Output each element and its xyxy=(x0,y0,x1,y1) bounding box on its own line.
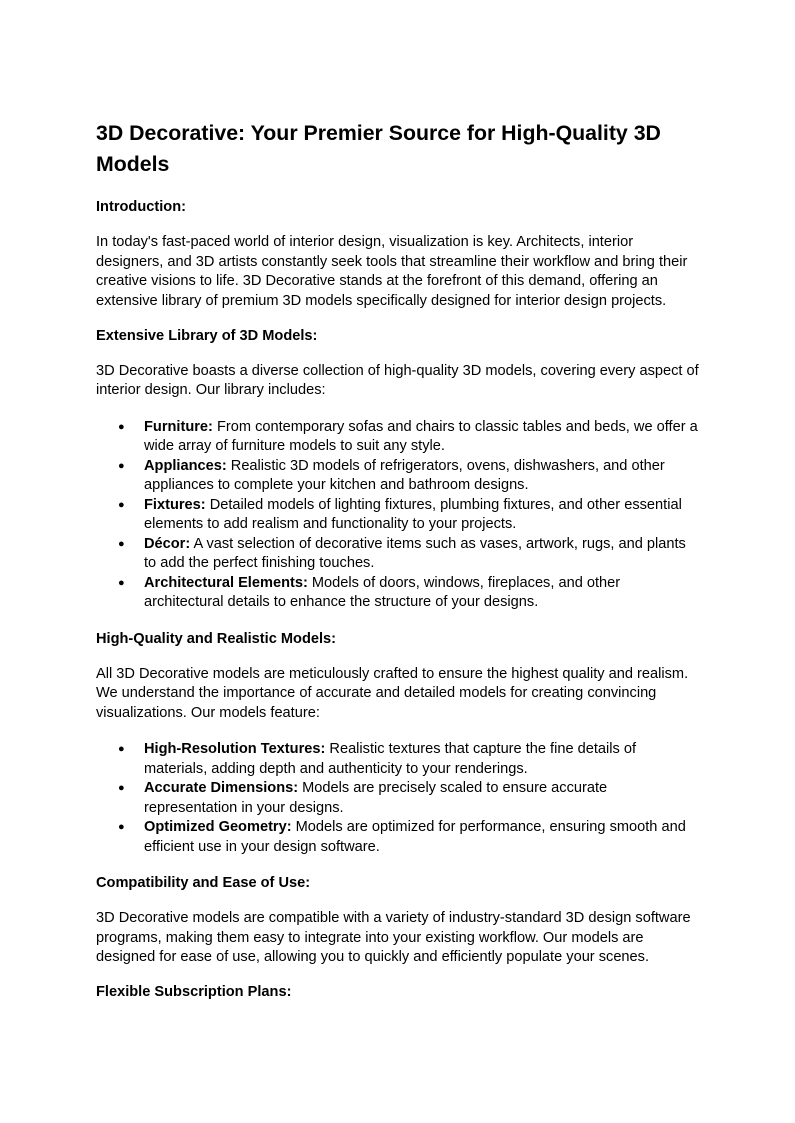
bullet-icon: ● xyxy=(118,782,125,794)
list-item xyxy=(96,535,700,574)
bullet-icon: ● xyxy=(118,498,125,511)
bullet-icon: ● xyxy=(118,420,125,433)
list-item-label: Appliances: xyxy=(144,457,227,474)
list-item-text: Realistic textures that capture the fine details of materials, adding depth and authenticity to your renderings. xyxy=(144,741,637,777)
quality-paragraph: All 3D Decorative models are meticulously crafted to ensure the highest quality and realism. We understand the importance of accurate and detailed models for creating convincing visualizations. Our models feature: xyxy=(96,665,689,721)
intro-heading: Introduction: xyxy=(96,199,186,215)
bullet-icon: ● xyxy=(118,537,125,550)
bullet-icon: ● xyxy=(118,743,125,755)
list-item-text: Models of doors, windows, fireplaces, and other architectural details to enhance the structure of your designs. xyxy=(144,574,621,610)
list-item xyxy=(96,457,700,496)
list-item-label: Architectural Elements: xyxy=(144,574,308,591)
library-list xyxy=(96,418,700,613)
bullet-icon: ● xyxy=(118,459,125,472)
list-item-label: Optimized Geometry: xyxy=(144,819,292,835)
page-title: 3D Decorative: Your Premier Source for High-Quality 3D Models xyxy=(96,121,661,176)
list-item xyxy=(96,779,700,818)
list-item-text: From contemporary sofas and chairs to classic tables and beds, we offer a wide array of furniture models to suit any style. xyxy=(144,418,698,454)
bullet-icon: ● xyxy=(118,576,125,589)
list-item-label: Furniture: xyxy=(144,418,213,435)
library-paragraph: 3D Decorative boasts a diverse collection of high-quality 3D models, covering every aspect of interior design. Our library includes: xyxy=(96,362,699,398)
list-item-text: Realistic 3D models of refrigerators, ovens, dishwashers, and other appliances to complete your kitchen and bathroom designs. xyxy=(144,457,665,493)
list-item-label: Fixtures: xyxy=(144,496,206,513)
quality-heading: High-Quality and Realistic Models: xyxy=(96,630,337,647)
title-block xyxy=(96,118,700,180)
intro-paragraph: In today's fast-paced world of interior design, visualization is key. Architects, interior designers, and 3D artists constantly seek tools that streamline their workflow and bring their creative visions to life. 3D Decorative stands at the forefront of this demand, offering an extensive library of premium 3D models specifically designed for interior design projects. xyxy=(96,234,688,309)
library-heading: Extensive Library of 3D Models: xyxy=(96,327,318,344)
list-item-label: Accurate Dimensions: xyxy=(144,780,299,796)
quality-list xyxy=(96,740,700,857)
list-item-label: Décor: xyxy=(144,535,191,552)
bullet-icon: ● xyxy=(118,821,125,833)
list-item-text: Detailed models of lighting fixtures, plumbing fixtures, and other essential elements to add realism and functionality to your projects. xyxy=(144,496,682,532)
list-item-text: A vast selection of decorative items such as vases, artwork, rugs, and plants to add the perfect finishing touches. xyxy=(144,535,686,571)
list-item-text: Models are optimized for performance, ensuring smooth and efficient use in your design software. xyxy=(144,819,686,855)
list-item xyxy=(96,496,700,535)
list-item-text: Models are precisely scaled to ensure accurate representation in your designs. xyxy=(144,780,608,816)
plans-heading: Flexible Subscription Plans: xyxy=(96,984,292,1000)
list-item xyxy=(96,418,700,457)
list-item xyxy=(96,818,700,857)
compat-heading: Compatibility and Ease of Use: xyxy=(96,875,311,891)
list-item-label: High-Resolution Textures: xyxy=(144,741,326,757)
document-page xyxy=(96,118,700,1018)
list-item xyxy=(96,740,700,779)
compat-paragraph: 3D Decorative models are compatible with a variety of industry-standard 3D design software programs, making them easy to integrate into your existing workflow. Our models are designed for ease of use, allowing you to quickly and efficiently populate your scenes. xyxy=(96,910,691,965)
list-item xyxy=(96,574,700,613)
